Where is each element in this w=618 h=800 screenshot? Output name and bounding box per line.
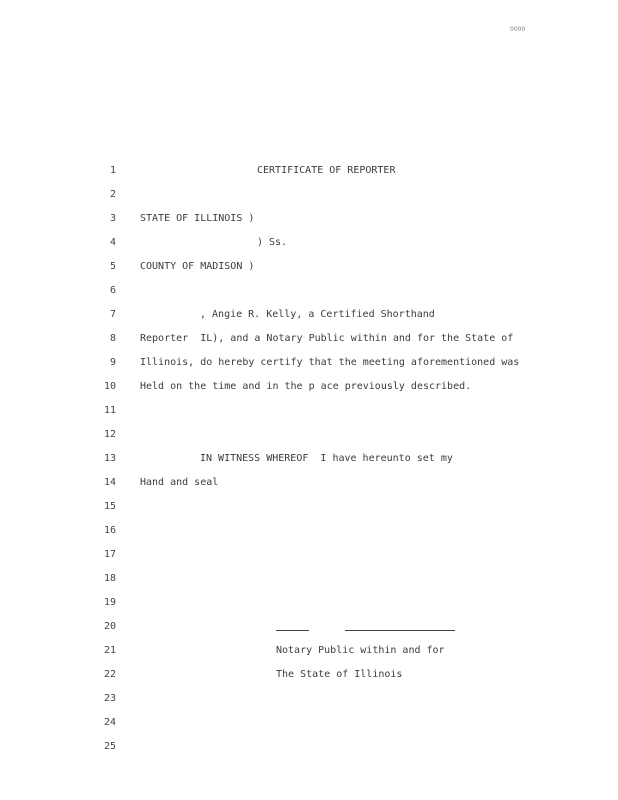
page-stamp: 0000 bbox=[510, 26, 526, 33]
line-23 bbox=[0, 692, 618, 716]
line-number: 15 bbox=[103, 501, 116, 512]
line-number: 13 bbox=[103, 453, 116, 464]
notary-caption: The State of Illinois bbox=[276, 669, 403, 680]
line-number: 14 bbox=[103, 477, 116, 488]
line-16 bbox=[0, 524, 618, 548]
notary-caption: Notary Public within and for bbox=[276, 645, 445, 656]
line-number: 23 bbox=[103, 693, 116, 704]
line-number: 19 bbox=[103, 597, 116, 608]
line-19 bbox=[0, 596, 618, 620]
line-4 bbox=[0, 236, 618, 260]
certification-text: Held on the time and in the p ace previously described. bbox=[140, 381, 472, 392]
line-number: 22 bbox=[103, 669, 116, 680]
line-21 bbox=[0, 644, 618, 668]
line-number: 4 bbox=[109, 237, 116, 248]
line-number: 2 bbox=[109, 189, 116, 200]
line-9 bbox=[0, 356, 618, 380]
witness-text: IN WITNESS WHEREOF I have hereunto set my bbox=[200, 453, 453, 464]
line-18 bbox=[0, 572, 618, 596]
certification-text: , Angie R. Kelly, a Certified Shorthand bbox=[200, 309, 435, 320]
line-17 bbox=[0, 548, 618, 572]
line-number: 17 bbox=[103, 549, 116, 560]
line-12 bbox=[0, 428, 618, 452]
line-number: 7 bbox=[109, 309, 116, 320]
witness-text: Hand and seal bbox=[140, 477, 219, 488]
line-2 bbox=[0, 188, 618, 212]
line-14 bbox=[0, 476, 618, 500]
line-5 bbox=[0, 260, 618, 284]
line-number: 12 bbox=[103, 429, 116, 440]
venue-county: COUNTY OF MADISON ) bbox=[140, 261, 255, 272]
line-number: 16 bbox=[103, 525, 116, 536]
certification-text: Illinois, do hereby certify that the meeting aforementioned was bbox=[140, 357, 520, 368]
venue-state: STATE OF ILLINOIS ) bbox=[140, 213, 255, 224]
line-15 bbox=[0, 500, 618, 524]
line-24 bbox=[0, 716, 618, 740]
line-number: 24 bbox=[103, 717, 116, 728]
line-number: 3 bbox=[109, 213, 116, 224]
line-20 bbox=[0, 620, 618, 644]
line-8 bbox=[0, 332, 618, 356]
venue-ss: ) Ss. bbox=[257, 237, 288, 248]
line-number: 20 bbox=[103, 621, 116, 632]
line-25 bbox=[0, 740, 618, 764]
signature-line-short bbox=[276, 630, 309, 631]
line-number: 6 bbox=[109, 285, 116, 296]
line-number: 5 bbox=[109, 261, 116, 272]
line-number: 9 bbox=[109, 357, 116, 368]
certificate-title: CERTIFICATE OF REPORTER bbox=[257, 165, 396, 176]
line-13 bbox=[0, 452, 618, 476]
signature-line-long bbox=[345, 630, 455, 631]
line-number: 18 bbox=[103, 573, 116, 584]
certification-text: Reporter IL), and a Notary Public within and for the State of bbox=[140, 333, 514, 344]
line-22 bbox=[0, 668, 618, 692]
line-number: 10 bbox=[103, 381, 116, 392]
line-number: 21 bbox=[103, 645, 116, 656]
line-6 bbox=[0, 284, 618, 308]
line-10 bbox=[0, 380, 618, 404]
line-11 bbox=[0, 404, 618, 428]
line-number: 8 bbox=[109, 333, 116, 344]
line-number: 11 bbox=[103, 405, 116, 416]
line-3 bbox=[0, 212, 618, 236]
line-1 bbox=[0, 164, 618, 188]
line-number: 1 bbox=[109, 165, 116, 176]
line-7 bbox=[0, 308, 618, 332]
line-number: 25 bbox=[103, 741, 116, 752]
